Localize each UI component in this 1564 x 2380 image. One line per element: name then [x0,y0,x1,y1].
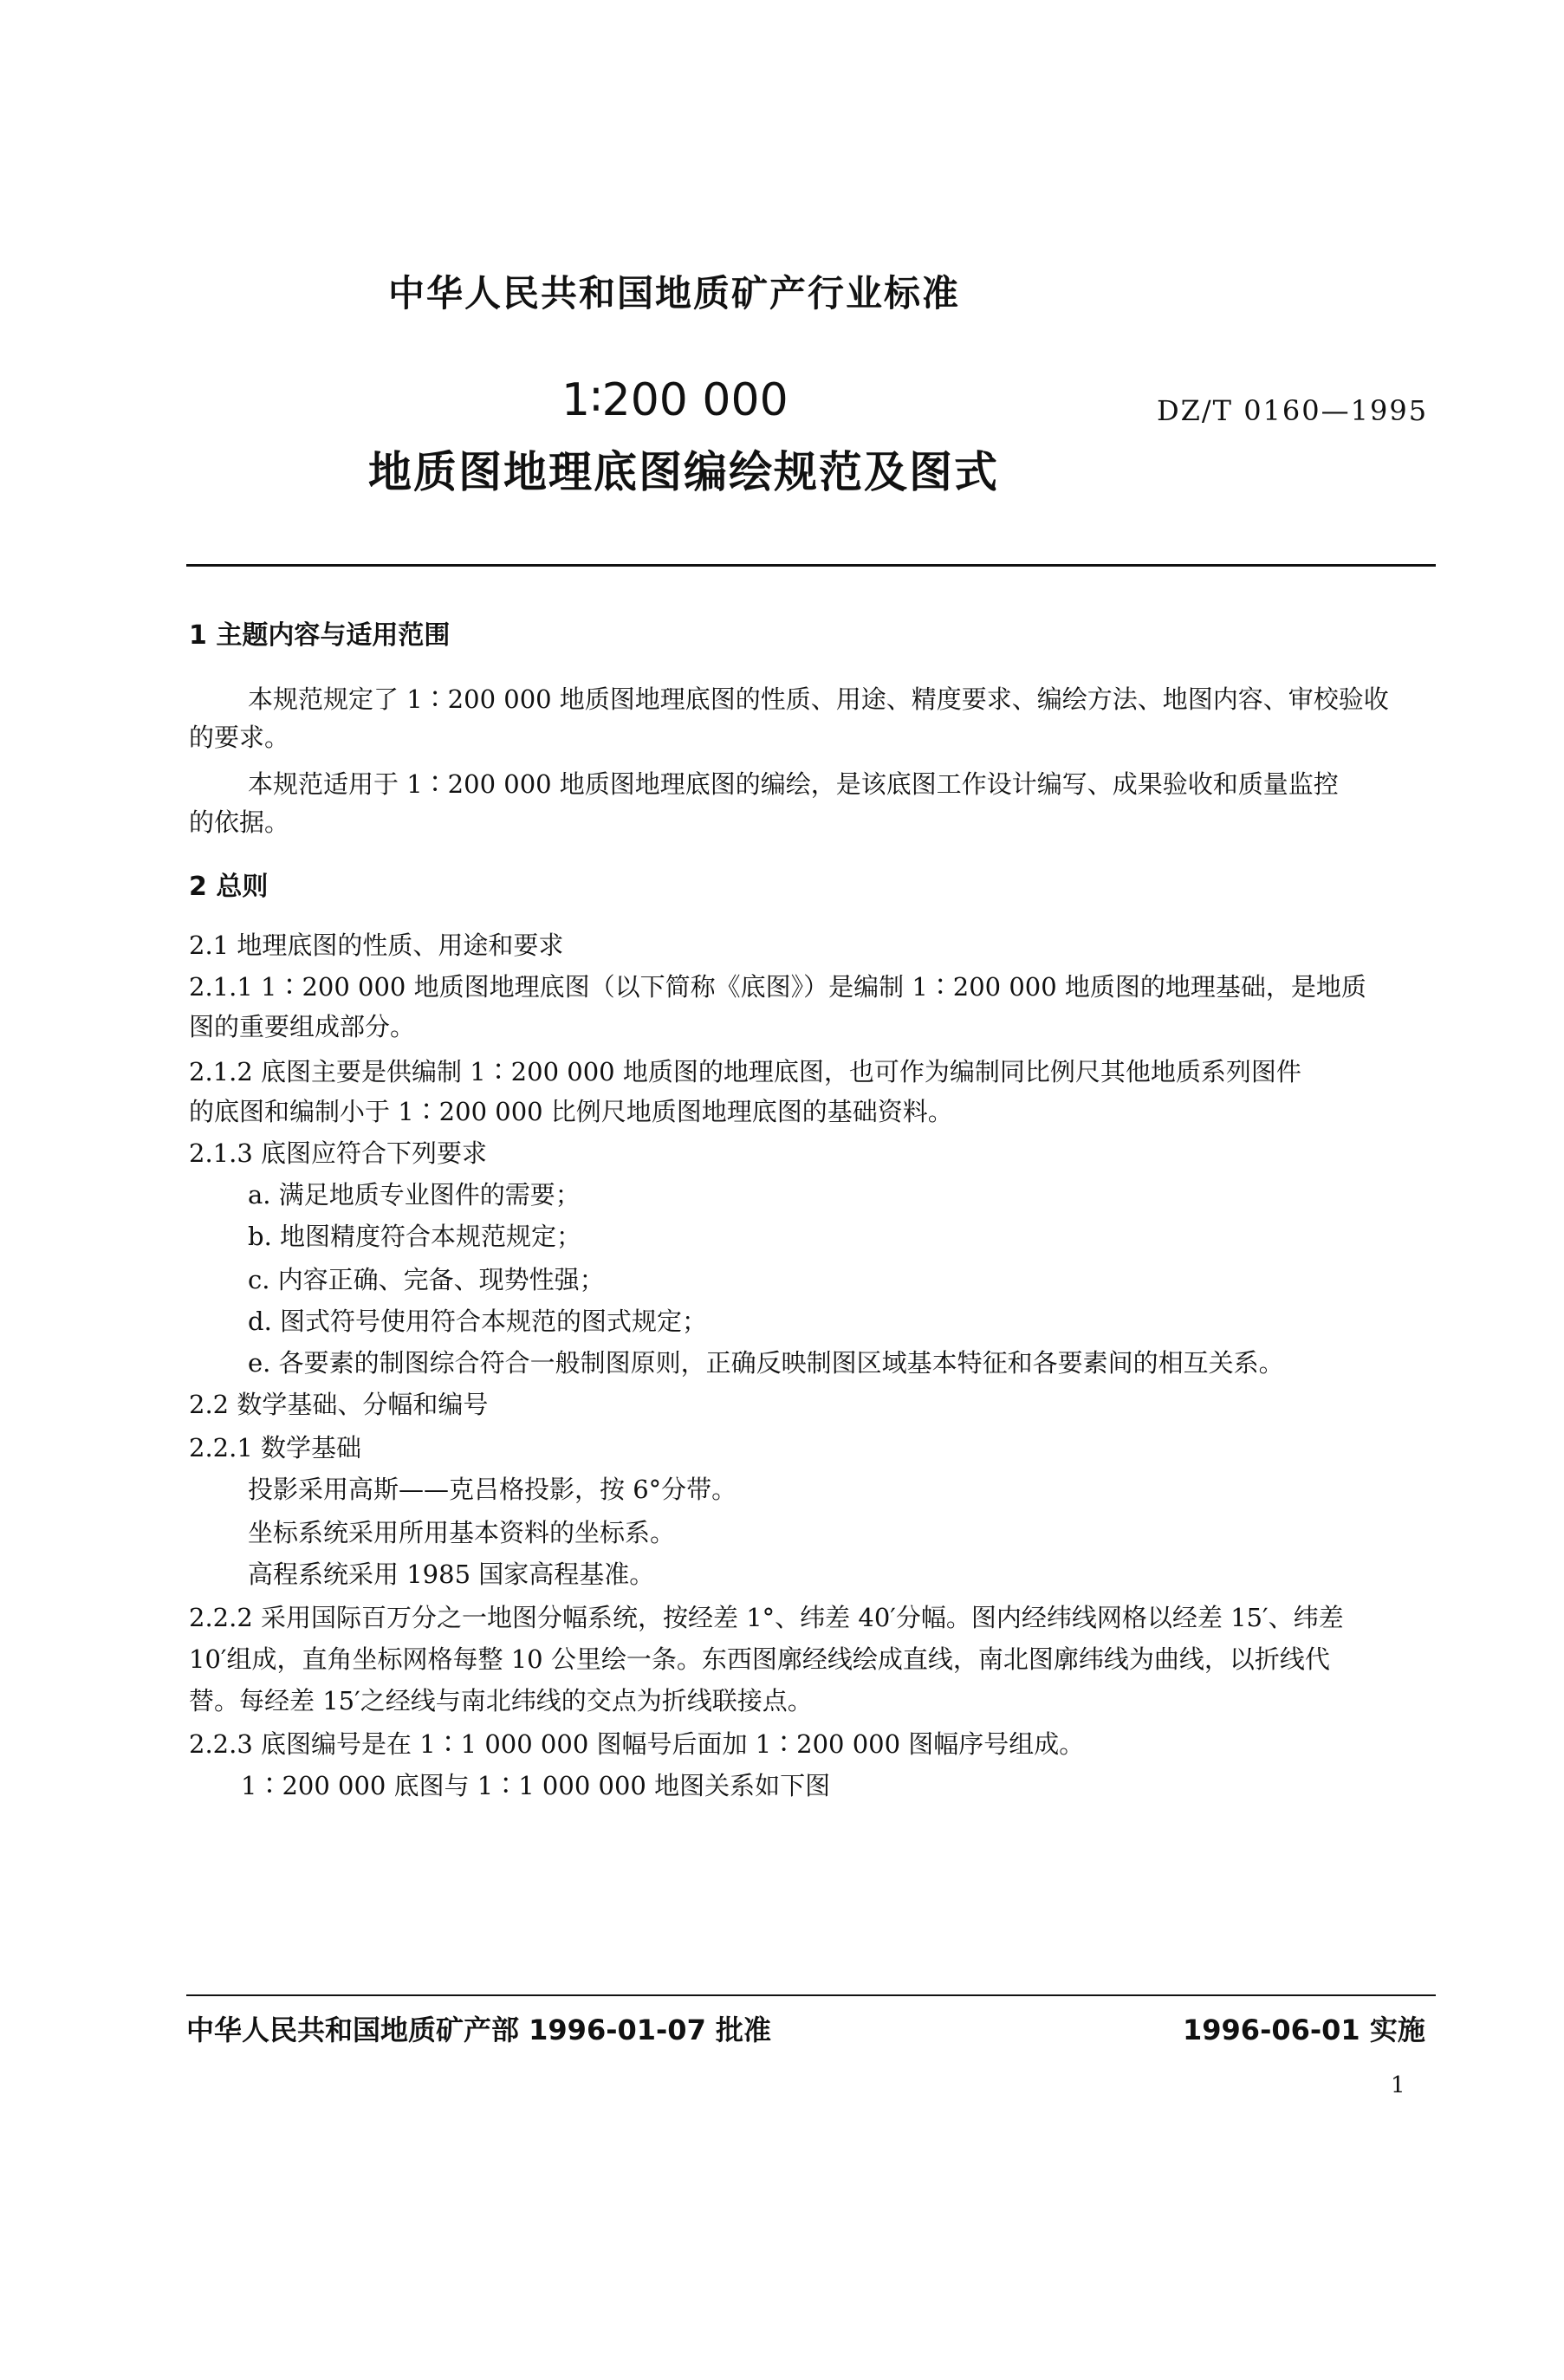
clause-2-2-1-coordinate-system: 坐标系统采用所用基本资料的坐标系。 [248,1518,676,1547]
clause-2-1-2-line-2: 的底图和编制小于 1∶200 000 比例尺地质图地理底图的基础资料。 [189,1097,953,1126]
clause-2-1-3: 2.1.3 底图应符合下列要求 [189,1138,488,1168]
header-divider [186,564,1436,567]
approval-statement: 中华人民共和国地质矿产部 1996-01-07 批准 [186,2014,771,2046]
page-number: 1 [1391,2072,1405,2098]
clause-2-2: 2.2 数学基础、分幅和编号 [189,1390,489,1419]
clause-2-2-1-projection: 投影采用高斯——克吕格投影，按 6°分带。 [248,1475,737,1504]
list-item-e: e. 各要素的制图综合符合一般制图原则，正确反映制图区域基本特征和各要素间的相互关系。 [248,1348,1284,1378]
list-item-d: d. 图式符号使用符合本规范的图式规定； [248,1307,708,1336]
list-item-a: a. 满足地质专业图件的需要； [248,1180,581,1209]
clause-2-1-2-line-1: 2.1.2 底图主要是供编制 1∶200 000 地质图的地理底图，也可作为编制同比例尺其他地质系列图件 [189,1057,1301,1086]
clause-2-2-3-relation: 1∶200 000 底图与 1∶1 000 000 地图关系如下图 [241,1771,831,1800]
clause-2-2-2-line-2: 10′组成，直角坐标网格每整 10 公里绘一条。东西图廓经线绘成直线，南北图廓纬线为曲线，以折线代 [189,1644,1330,1674]
clause-2-1: 2.1 地理底图的性质、用途和要求 [189,931,564,960]
clause-2-2-2-line-1: 2.2.2 采用国际百万分之一地图分幅系统，按经差 1°、纬差 40′分幅。图内经纬线网格以经差 15′、纬差 [189,1603,1344,1632]
clause-2-2-3: 2.2.3 底图编号是在 1∶1 000 000 图幅号后面加 1∶200 000 图幅序号组成。 [189,1729,1085,1759]
list-item-b: b. 地图精度符合本规范规定； [248,1222,582,1251]
footer-divider [186,1994,1436,1996]
standard-code: DZ/T 0160—1995 [1157,394,1429,427]
list-item-c: c. 内容正确、完备、现势性强； [248,1265,605,1294]
document-title: 地质图地理底图编绘规范及图式 [368,447,999,497]
issuing-body-title: 中华人民共和国地质矿产行业标准 [388,272,961,315]
scale-ratio: 1∶200 000 [561,374,788,426]
section-1-paragraph-1-line-1: 本规范规定了 1∶200 000 地质图地理底图的性质、用途、精度要求、编绘方法、地图内容、审校验收 [248,684,1389,714]
section-1-paragraph-2-line-2: 的依据。 [189,807,290,837]
section-2-heading: 2 总则 [189,872,269,902]
clause-2-2-1: 2.2.1 数学基础 [189,1433,362,1462]
section-1-paragraph-2-line-1: 本规范适用于 1∶200 000 地质图地理底图的编绘，是该底图工作设计编写、成果验收和质量监控 [248,769,1339,799]
clause-2-2-1-elevation-system: 高程系统采用 1985 国家高程基准。 [248,1560,655,1589]
clause-2-1-1-line-2: 图的重要组成部分。 [189,1012,416,1041]
implementation-date: 1996-06-01 实施 [1183,2014,1425,2046]
section-1-paragraph-1-line-2: 的要求。 [189,723,290,752]
clause-2-1-1-line-1: 2.1.1 1∶200 000 地质图地理底图（以下简称《底图》）是编制 1∶200 000 地质图的地理基础，是地质 [189,972,1366,1002]
section-1-heading: 1 主题内容与适用范围 [189,620,451,651]
clause-2-2-2-line-3: 替。每经差 15′之经线与南北纬线的交点为折线联接点。 [189,1686,813,1715]
